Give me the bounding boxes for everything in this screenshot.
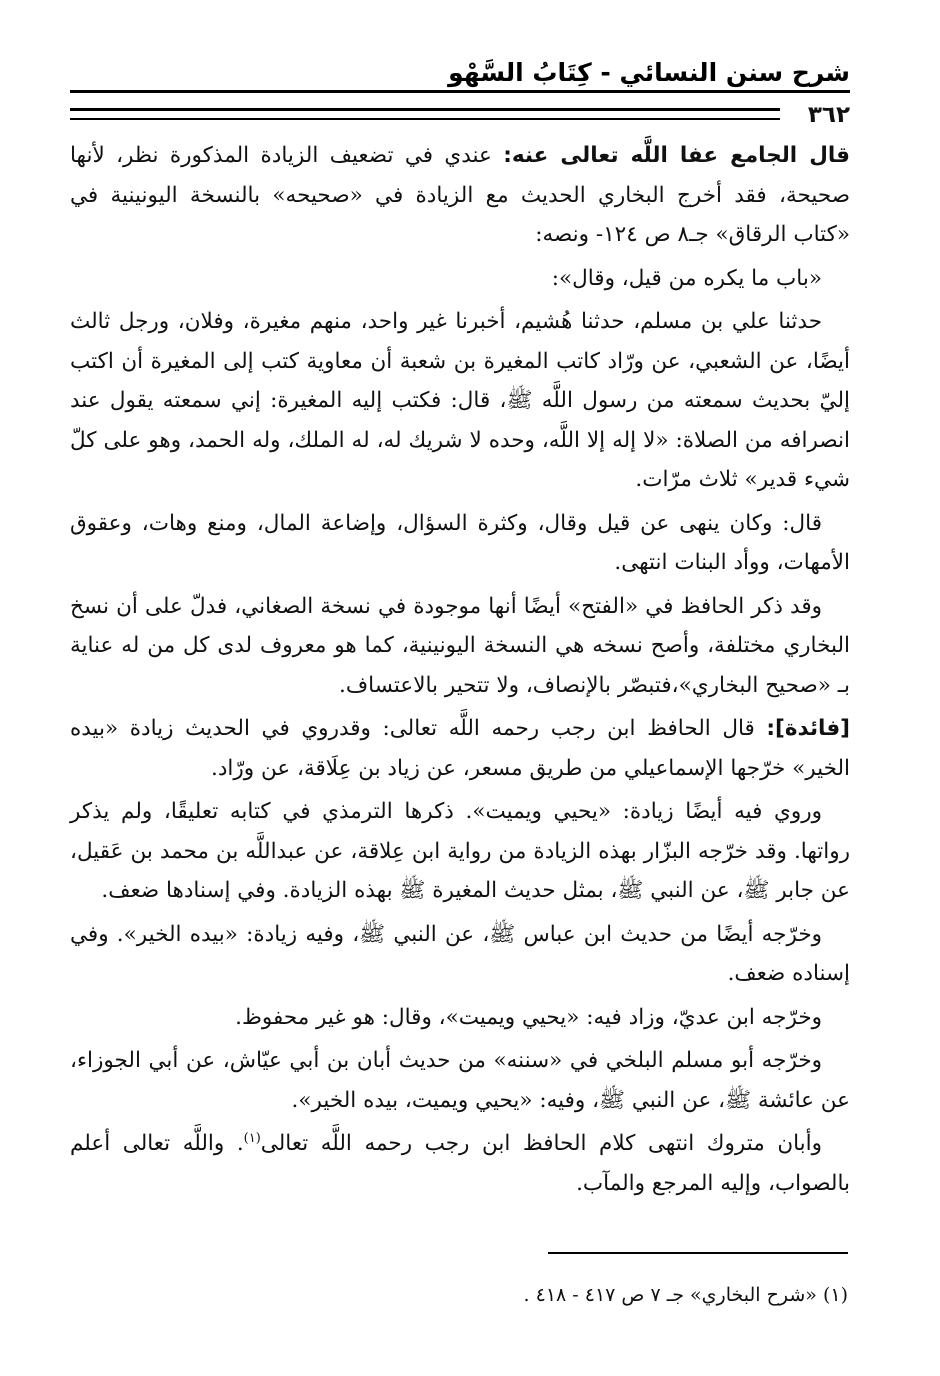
paragraph-lead: [فائدة]: <box>766 716 850 741</box>
footnote-separator <box>548 1252 848 1254</box>
footnote-reference[interactable]: (١) <box>243 1130 261 1146</box>
running-title: شرح سنن النسائي - كِتَابُ السَّهْو <box>448 58 850 87</box>
paragraph: «باب ما يكره من قيل، وقال»: <box>551 265 822 291</box>
paragraph <box>70 1124 850 1203</box>
paragraph: قال: وكان ينهى عن قيل وقال، وكثرة السؤال، وإضاعة المال، ومنع وهات، وعقوق الأمهات، ووأد البنات انتهى. <box>70 510 850 575</box>
paragraph: وقد ذكر الحافظ في «الفتح» أيضًا أنها موجودة في نسخة الصغاني، فدلّ على أن نسخ البخاري مختلفة، وأصح نسخه هي النسخة اليونينية، كما هو معروف لدى كل من له عناية بـ «صحيح البخاري»،فتبصّر بالإنصاف، ولا تتحير بالاعتساف. <box>70 593 850 698</box>
paragraph <box>70 709 850 788</box>
page-header <box>70 52 850 132</box>
paragraph: حدثنا علي بن مسلم، حدثنا هُشيم، أخبرنا غير واحد، منهم مغيرة، وفلان، ورجل ثالث أيضًا، عن الشعبي، عن ورّاد كاتب المغيرة بن شعبة أن معاوية كتب إلى المغيرة أن اكتب إليّ بحديث سمعته من رسول اللَّه ﷺ، قال: فكتب إليه المغيرة: إني سمعته يقول عند انصرافه من الصلاة: «لا إله إلا اللَّه، وحده لا شريك له، له الملك، وله الحمد، وهو على كلّ شيء قدير» ثلاث مرّات. <box>70 309 850 492</box>
paragraph: وخرّجه أيضًا من حديث ابن عباس ﷺ، عن النبي ﷺ، وفيه زيادة: «بيده الخير». وفي إسناده ضعف. <box>70 921 850 986</box>
header-double-rule <box>70 108 780 120</box>
paragraph-text: قال الحافظ ابن رجب رحمه اللَّه تعالى: وقدروي في الحديث زيادة «بيده الخير» خرّجها الإسماعيلي من طريق مسعر، عن زياد بن عِلَاقة، عن ورّاد. <box>70 716 850 781</box>
paragraph-text: وأبان متروك انتهى كلام الحافظ ابن رجب رحمه اللَّه تعالى <box>260 1131 822 1156</box>
paragraph-text: . واللَّه تعالى أعلم بالصواب، وإليه المرجع والمآب. <box>70 1131 850 1196</box>
header-rule <box>70 90 850 93</box>
paragraph: وخرّجه أبو مسلم البلخي في «سننه» من حديث أبان بن أبي عيّاش، عن أبي الجوزاء، عن عائشة ﷺ، عن النبي ﷺ، وفيه: «يحيي ويميت، بيده الخير». <box>70 1048 850 1113</box>
paragraph: وخرّجه ابن عديّ، وزاد فيه: «يحيي ويميت»، وقال: هو غير محفوظ. <box>235 1004 822 1030</box>
page-number: ٣٦٢ <box>794 102 850 128</box>
paragraph-text: عندي في تضعيف الزيادة المذكورة نظر، لأنها صحيحة، فقد أخرج البخاري الحديث مع الزيادة في «صحيحه» بالنسخة اليونينية في «كتاب الرقاق» جـ٨ ص ١٢٤- ونصه: <box>70 143 850 247</box>
main-text <box>70 136 850 1207</box>
footnote: (١) «شرح البخاري» جـ ٧ ص ٤١٧ - ٤١٨ . <box>523 1284 848 1306</box>
paragraph-lead: قال الجامع عفا اللَّه تعالى عنه: <box>503 143 850 168</box>
paragraph <box>70 136 850 255</box>
paragraph: وروي فيه أيضًا زيادة: «يحيي ويميت». ذكرها الترمذي في كتابه تعليقًا، ولم يذكر رواتها. وقد خرّجه البزّار بهذه الزيادة من رواية ابن عِلاقة، عن عبداللَّه بن محمد بن عَقيل، عن جابر ﷺ، عن النبي ﷺ، بمثل حديث المغيرة ﷺ بهذه الزيادة. وفي إسنادها ضعف. <box>70 799 850 903</box>
